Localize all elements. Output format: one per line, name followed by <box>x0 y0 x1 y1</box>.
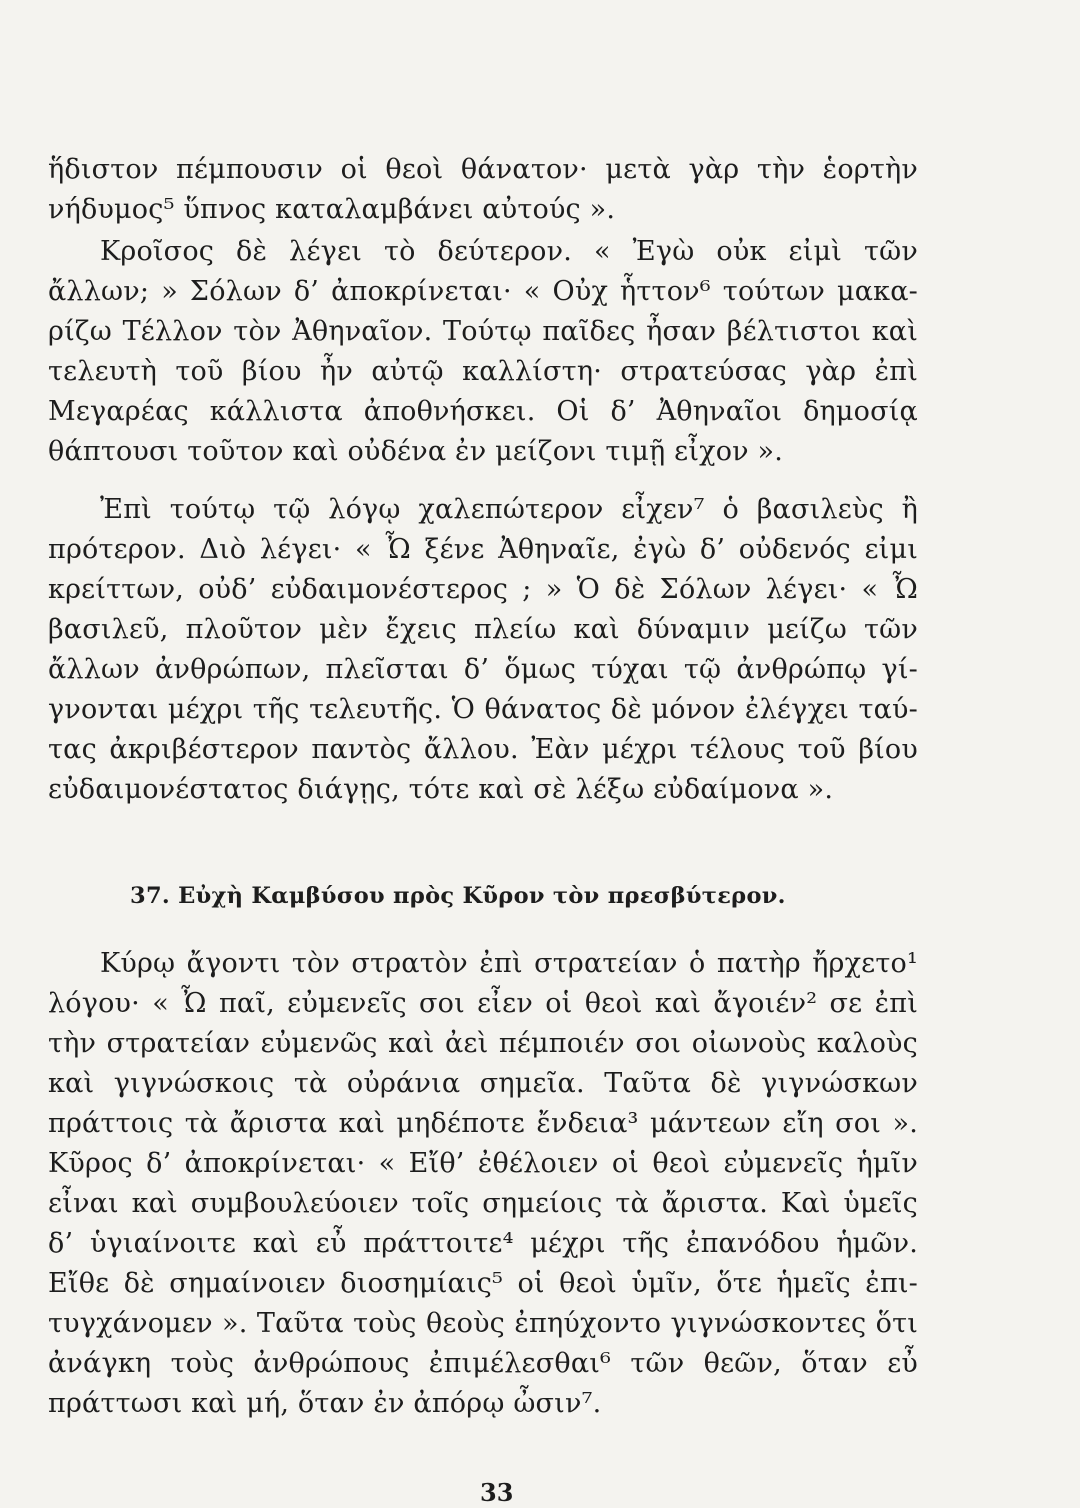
paragraph-basileus <box>48 490 918 810</box>
text-line: τυγχάνομεν ». Ταῦτα τοὺς θεοὺς ἐπηύχοντο γιγνώσκοντες ὅτι <box>48 1308 918 1339</box>
text-line: τελευτὴ τοῦ βίου ἦν αὐτῷ καλλίστη· στρατεύσας γὰρ ἐπὶ <box>48 356 918 387</box>
text-line: ἄλλων; » Σόλων δ’ ἀποκρίνεται· « Οὐχ ἧττον⁶ τούτων μακα- <box>48 276 918 307</box>
text-line: ρίζω Τέλλον τὸν Ἀθηναῖον. Τούτῳ παῖδες ἦσαν βέλτιστοι καὶ <box>48 316 918 347</box>
text-line: Μεγαρέας κάλλιστα ἀποθνήσκει. Οἱ δ’ Ἀθηναῖοι δημοσίᾳ <box>48 396 918 427</box>
text-line: τὴν στρατείαν εὐμενῶς καὶ ἀεὶ πέμποιέν σοι οἰωνοὺς καλοὺς <box>48 1028 918 1059</box>
section-heading: 37. Εὐχὴ Καμβύσου πρὸς Κῦρον τὸν πρεσβύτερον. <box>130 883 786 909</box>
text-line: πρότερον. Διὸ λέγει· « Ὦ ξένε Ἀθηναῖε, ἐγὼ δ’ οὐδενός εἰμι <box>48 534 918 565</box>
text-line: Κῦρος δ’ ἀποκρίνεται· « Εἴθ’ ἐθέλοιεν οἱ θεοὶ εὐμενεῖς ἡμῖν <box>48 1148 918 1179</box>
text-line: βασιλεῦ, πλοῦτον μὲν ἔχεις πλείω καὶ δύναμιν μείζω τῶν <box>48 614 918 645</box>
text-line: εὐδαιμονέστατος διάγῃς, τότε καὶ σὲ λέξω εὐδαίμονα ». <box>48 774 834 805</box>
text-line: Κροῖσος δὲ λέγει τὸ δεύτερον. « Ἐγὼ οὐκ εἰμὶ τῶν <box>100 236 918 267</box>
text-line: θάπτουσι τοῦτον καὶ οὐδένα ἐν μείζονι τιμῇ εἶχον ». <box>48 436 784 467</box>
text-line: λόγου· « Ὦ παῖ, εὐμενεῖς σοι εἶεν οἱ θεοὶ καὶ ἄγοιέν² σε ἐπὶ <box>48 988 918 1019</box>
page-number: 33 <box>480 1478 514 1507</box>
text-line: Κύρῳ ἄγοντι τὸν στρατὸν ἐπὶ στρατείαν ὁ πατὴρ ἤρχετο¹ <box>100 948 918 979</box>
text-line: ἄλλων ἀνθρώπων, πλεῖσται δ’ ὅμως τύχαι τῷ ἀνθρώπῳ γί- <box>48 654 918 685</box>
paragraph-kroisos <box>48 232 918 472</box>
text-line: πράττωσι καὶ μή, ὅταν ἐν ἀπόρῳ ὦσιν⁷. <box>48 1388 602 1419</box>
text-line: δ’ ὑγιαίνοιτε καὶ εὖ πράττοιτε⁴ μέχρι τῆς ἐπανόδου ἡμῶν. <box>48 1228 918 1259</box>
text-line: καὶ γιγνώσκοις τὰ οὐράνια σημεῖα. Ταῦτα δὲ γιγνώσκων <box>48 1068 918 1099</box>
paragraph-continuation <box>48 150 918 230</box>
text-line: εἶναι καὶ συμβουλεύοιεν τοῖς σημείοις τὰ ἄριστα. Καὶ ὑμεῖς <box>48 1188 918 1219</box>
text-line: Εἴθε δὲ σημαίνοιεν διοσημίαις⁵ οἱ θεοὶ ὑμῖν, ὅτε ἡμεῖς ἐπι- <box>48 1268 918 1299</box>
text-line: ἀνάγκη τοὺς ἀνθρώπους ἐπιμέλεσθαι⁶ τῶν θεῶν, ὅταν εὖ <box>48 1348 918 1379</box>
text-line: κρείττων, οὐδ’ εὐδαιμονέστερος ; » Ὁ δὲ Σόλων λέγει· « Ὦ <box>48 574 918 605</box>
text-line: τας ἀκριβέστερον παντὸς ἄλλου. Ἐὰν μέχρι τέλους τοῦ βίου <box>48 734 918 765</box>
text-line: νήδυμος⁵ ὕπνος καταλαμβάνει αὐτούς ». <box>48 194 616 225</box>
text-line: Ἐπὶ τούτῳ τῷ λόγῳ χαλεπώτερον εἶχεν⁷ ὁ βασιλεὺς ἢ <box>100 494 918 525</box>
text-line: ἥδιστον πέμπουσιν οἱ θεοὶ θάνατον· μετὰ γὰρ τὴν ἑορτὴν <box>48 154 918 185</box>
paragraph-kyros <box>48 944 918 1424</box>
text-line: γνονται μέχρι τῆς τελευτῆς. Ὁ θάνατος δὲ μόνον ἐλέγχει ταύ- <box>48 694 918 725</box>
text-line: πράττοις τὰ ἄριστα καὶ μηδέποτε ἔνδεια³ μάντεων εἴη σοι ». <box>48 1108 918 1139</box>
